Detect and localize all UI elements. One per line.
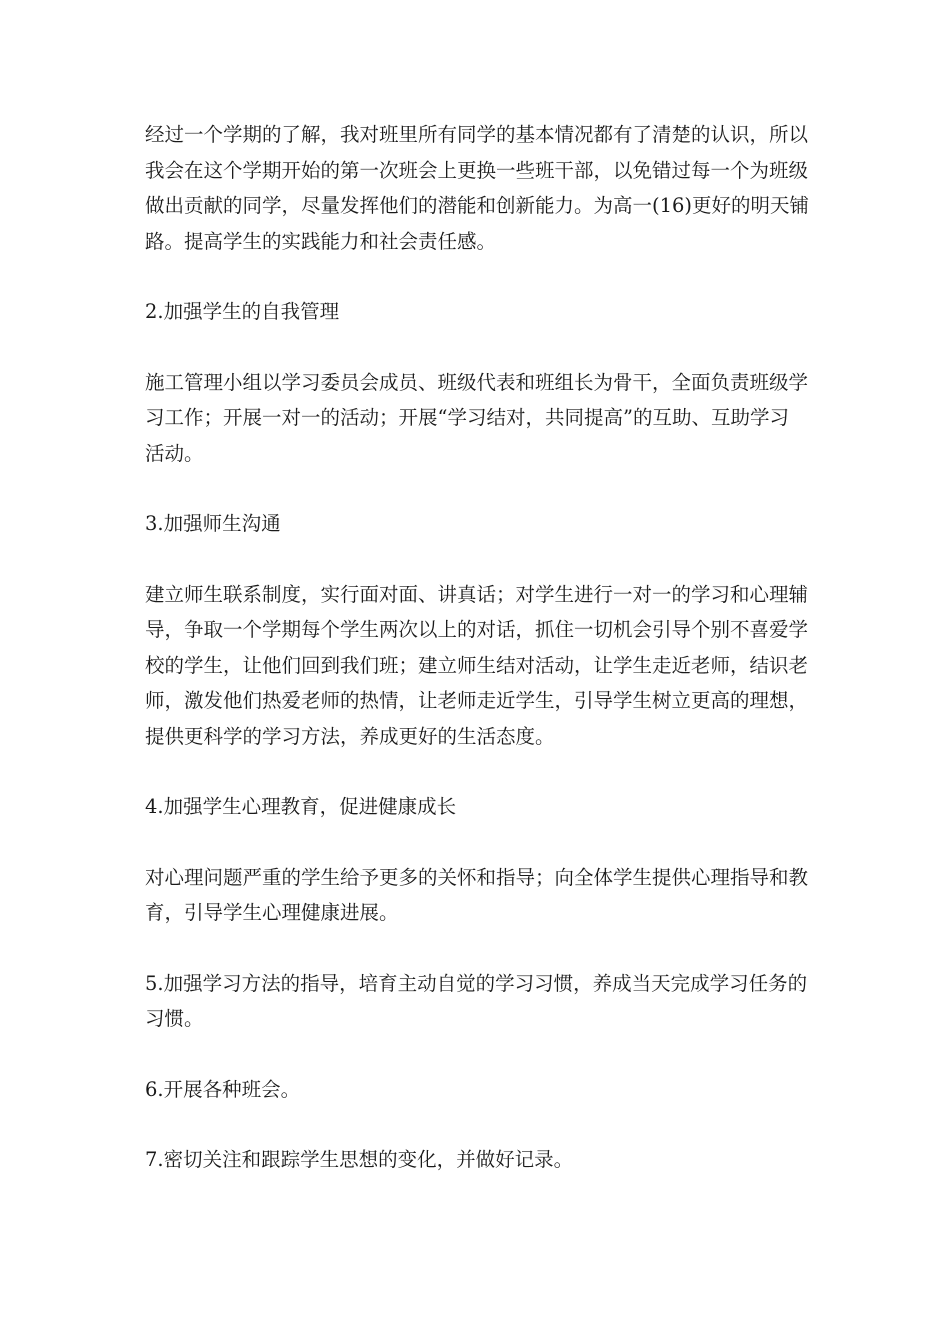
text-line: 育，引导学生心理健康进展。	[145, 901, 399, 924]
heading-text: 3.加强师生沟通	[145, 512, 281, 535]
heading-text: 4.加强学生心理教育，促进健康成长	[145, 795, 457, 818]
text-line: 建立师生联系制度，实行面对面、讲真话；对学生进行一对一的学习和心理辅	[145, 582, 809, 606]
section-heading-3	[145, 506, 805, 542]
text-line: 我会在这个学期开始的第一次班会上更换一些班干部，以免错过每一个为班级	[145, 158, 809, 182]
list-item-6	[145, 1072, 805, 1108]
text-line: 习工作；开展一对一的活动；开展“学习结对，共同提高”的互助、互助学习	[145, 406, 789, 429]
list-item-7	[145, 1142, 805, 1178]
text-line: 提供更科学的学习方法，养成更好的生活态度。	[145, 724, 555, 748]
section-heading-4	[145, 789, 805, 825]
text-line: 5.加强学习方法的指导，培育主动自觉的学习习惯，养成当天完成学习任务的	[145, 971, 808, 995]
text-line: 习惯。	[145, 1007, 204, 1030]
paragraph-intro	[145, 117, 810, 259]
text-line: 6.开展各种班会。	[145, 1077, 301, 1101]
paragraph-section-4	[145, 860, 809, 931]
text-line: 师，激发他们热爱老师的热情，让老师走近学生，引导学生树立更高的理想，	[145, 689, 809, 712]
heading-text: 2.加强学生的自我管理	[145, 300, 340, 323]
text-line: 经过一个学期的了解，我对班里所有同学的基本情况都有了清楚的认识，所以	[145, 123, 809, 146]
paragraph-section-3	[145, 577, 809, 755]
text-line: 导，争取一个学期每个学生两次以上的对话，抓住一切机会引导个别不喜爱学	[145, 618, 809, 641]
paragraph-section-2	[145, 365, 809, 472]
text-line: 施工管理小组以学习委员会成员、班级代表和班组长为骨干，全面负责班级学	[145, 370, 809, 394]
text-line: 7.密切关注和跟踪学生思想的变化，并做好记录。	[145, 1148, 574, 1171]
text-line: 对心理问题严重的学生给予更多的关怀和指导；向全体学生提供心理指导和教	[145, 865, 809, 889]
list-item-5	[145, 966, 808, 1037]
text-line: 做出贡献的同学，尽量发挥他们的潜能和创新能力。为高一(16)更好的明天铺	[145, 194, 810, 217]
document-body	[145, 117, 810, 1178]
section-heading-2	[145, 294, 805, 330]
text-line: 活动。	[145, 441, 204, 465]
text-line: 校的学生，让他们回到我们班；建立师生结对活动，让学生走近老师，结识老	[145, 653, 809, 677]
text-line: 路。提高学生的实践能力和社会责任感。	[145, 229, 497, 253]
